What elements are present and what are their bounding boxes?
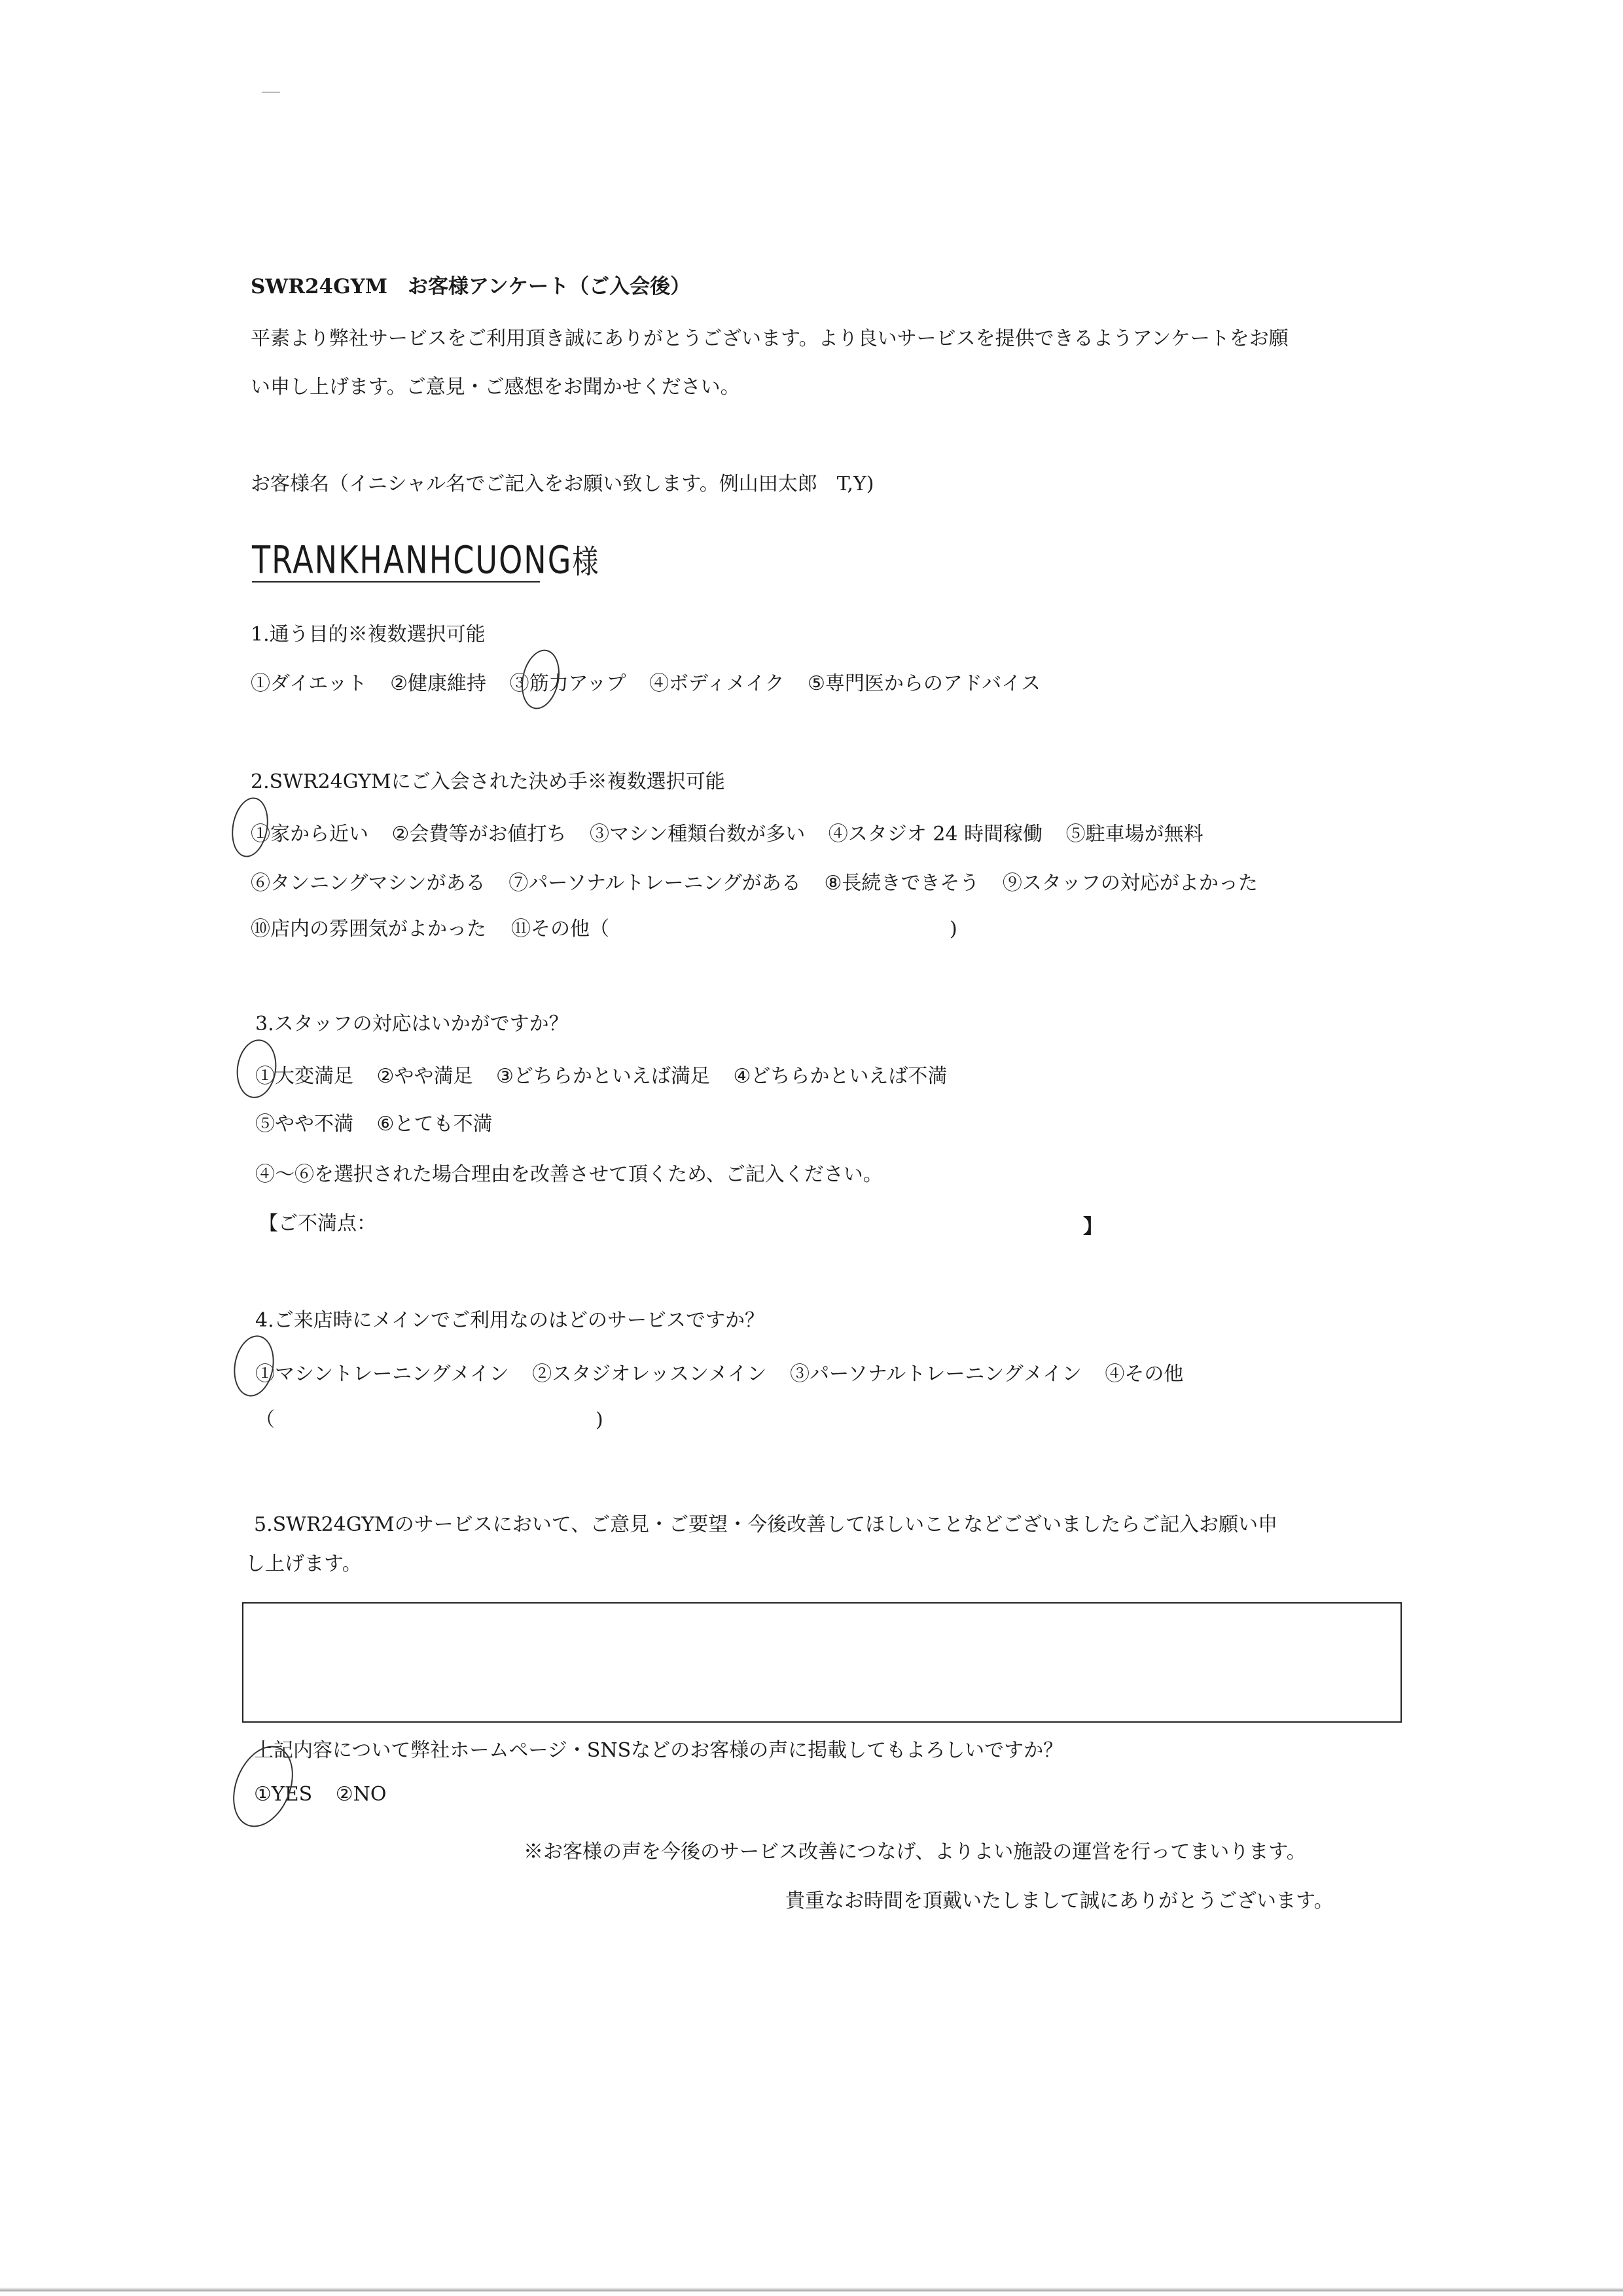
consent-option-yes[interactable]: ①YES: [254, 1783, 313, 1806]
q4-title: 4.ご来店時にメインでご利用なのはどのサービスですか？: [255, 1309, 765, 1332]
q2-option-11[interactable]: ⑪その他（: [511, 918, 609, 941]
q3-option-3[interactable]: ③どちらかといえば満足: [496, 1065, 710, 1088]
q1-option-2[interactable]: ②健康維持: [390, 672, 487, 695]
consent-option-no[interactable]: ②NO: [335, 1783, 387, 1806]
q5-title-line2: し上げます。: [245, 1552, 362, 1575]
q3-option-4[interactable]: ④どちらかといえば不満: [733, 1065, 948, 1088]
q1-option-3[interactable]: ③筋力アップ: [509, 672, 626, 695]
q4-options: [255, 1361, 1183, 1388]
q3-complaint-close: 】: [1083, 1215, 1103, 1238]
q1-options: [251, 671, 1041, 697]
q2-option-1[interactable]: ①家から近い: [251, 823, 368, 846]
q2-options-row2: [251, 870, 1258, 897]
q1-option-4[interactable]: ④ボディメイク: [649, 672, 785, 695]
q3-option-1[interactable]: ①大変満足: [255, 1065, 353, 1088]
q4-option-1[interactable]: ①マシントレーニングメイン: [255, 1363, 509, 1386]
q2-option-10[interactable]: ⑩店内の雰囲気がよかった: [251, 918, 486, 941]
q3-selection-circle: [233, 1037, 280, 1100]
customer-name-underline: [252, 581, 540, 583]
q2-option-9[interactable]: ⑨スタッフの対応がよかった: [1002, 872, 1258, 895]
q2-options-row3: [251, 916, 957, 942]
q5-title-line1: 5.SWR24GYMのサービスにおいて、ご意見・ご要望・今後改善してほしいことなどございましたらご記入お願い申: [254, 1513, 1278, 1536]
q4-other-close: ): [596, 1408, 603, 1431]
q3-complaint-open: 【ご不満点：: [259, 1212, 376, 1235]
q2-other-close: ): [950, 918, 957, 941]
q4-selection-circle: [229, 1333, 278, 1400]
intro-text-line1: 平素より弊社サービスをご利用頂き誠にありがとうございます。より良いサービスを提供できるようアンケートをお願: [251, 327, 1289, 350]
customer-honorific: 様: [572, 543, 600, 581]
q5-answer-box[interactable]: [242, 1602, 1402, 1723]
q4-option-2[interactable]: ②スタジオレッスンメイン: [532, 1363, 767, 1386]
consent-question: 上記内容について弊社ホームページ・SNSなどのお客様の声に掲載してもよろしいですか？: [254, 1739, 1063, 1762]
q3-options-row1: [255, 1064, 947, 1090]
q2-option-7[interactable]: ⑦パーソナルトレーニングがある: [508, 872, 801, 895]
intro-text-line2: い申し上げます。ご意見・ご感想をお聞かせください。: [251, 376, 740, 399]
survey-title: SWR24GYM お客様アンケート（ご入会後）: [251, 275, 691, 298]
scan-edge: [0, 2287, 1623, 2291]
q1-option-1[interactable]: ①ダイエット: [251, 672, 367, 695]
q1-option-5[interactable]: ⑤専門医からのアドバイス: [808, 672, 1041, 695]
q2-option-4[interactable]: ④スタジオ 24 時間稼働: [828, 823, 1043, 846]
q1-selection-circle: [516, 646, 565, 713]
footer-note-line1: ※お客様の声を今後のサービス改善につなげ、よりよい施設の運営を行ってまいります。: [524, 1840, 1306, 1863]
q3-title: 3.スタッフの対応はいかがですか？: [255, 1013, 569, 1035]
q2-option-5[interactable]: ⑤駐車場が無料: [1065, 823, 1204, 846]
q3-options-row2: [255, 1111, 492, 1138]
q4-other-row: [255, 1407, 603, 1433]
customer-name-value: TRANKHANHCUONG: [252, 537, 573, 583]
scan-mark: [262, 92, 280, 93]
q3-option-2[interactable]: ②やや満足: [376, 1065, 473, 1088]
q2-options-row1: [251, 821, 1204, 848]
q3-complaint-field[interactable]: [386, 1211, 1080, 1237]
q2-selection-circle: [227, 795, 272, 860]
footer-note-line2: 貴重なお時間を頂戴いたしまして誠にありがとうございます。: [785, 1890, 1334, 1912]
q3-option-5[interactable]: ⑤やや不満: [255, 1113, 353, 1136]
customer-name-handwritten[interactable]: [252, 535, 599, 587]
q2-option-8[interactable]: ⑧長続きできそう: [824, 872, 980, 895]
q2-title: 2.SWR24GYMにご入会された決め手※複数選択可能: [251, 770, 725, 793]
q4-option-3[interactable]: ③パーソナルトレーニングメイン: [790, 1363, 1082, 1386]
q3-option-6[interactable]: ⑥とても不満: [376, 1113, 493, 1136]
q2-option-3[interactable]: ③マシン種類台数が多い: [590, 823, 806, 846]
q1-title: 1.通う目的※複数選択可能: [251, 623, 486, 646]
q2-option-6[interactable]: ⑥タンニングマシンがある: [251, 872, 486, 895]
q4-other-open: （: [255, 1408, 275, 1431]
q4-option-4[interactable]: ④その他: [1105, 1363, 1184, 1386]
q3-note: ④～⑥を選択された場合理由を改善させて頂くため、ご記入ください。: [255, 1163, 883, 1186]
customer-name-label: お客様名（イニシャル名でご記入をお願い致します。例山田太郎 T,Y): [251, 473, 874, 495]
q2-option-2[interactable]: ②会費等がお値打ち: [391, 823, 567, 846]
